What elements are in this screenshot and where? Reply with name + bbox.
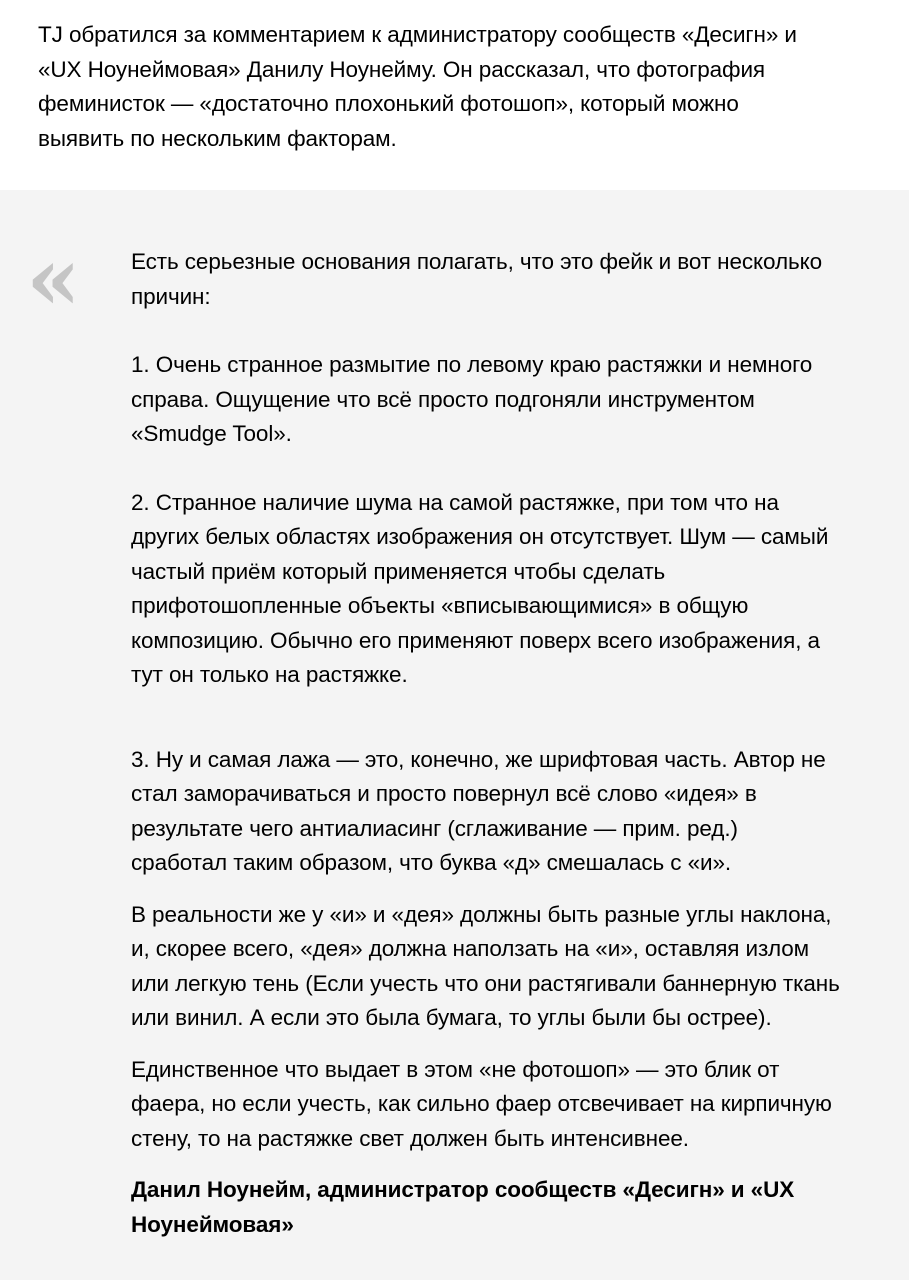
quote-paragraph-point-1: 1. Очень странное размытие по левому краю растяжки и немного справа. Ощущение что всё просто подгоняли инструментом «Smudge Tool».: [131, 352, 813, 446]
quote-mark-icon: «: [26, 226, 81, 330]
quote-paragraph-point-2: 2. Странное наличие шума на самой растяжке, при том что на других белых областях изображения он отсутствует. Шум — самый частый приём который применяется чтобы сделать прифотошопленные объекты «вписывающимися» в общую композицию. Обычно его применяют поверх всего изображения, а тут он только на растяжке.: [131, 489, 829, 687]
quote-body: [131, 245, 891, 1242]
intro-paragraph: TJ обратился за комментарием к администратору сообществ «Десигн» и «UX Ноунеймовая» Данилу Ноунейму. Он рассказал, что фотография феминисток — «достаточно плохонький фотошоп», который можно выявить по нескольким факторам.: [38, 22, 797, 151]
quote-paragraph-point-3: 3. Ну и самая лажа — это, конечно, же шрифтовая часть. Автор не стал заморачиваться и просто повернул всё слово «идея» в результате чего антиалиасинг (сглаживание — прим. ред.) сработал таким образом, что буква «д» смешалась с «и».: [131, 746, 826, 875]
quote-paragraph-conclusion: Единственное что выдает в этом «не фотошоп» — это блик от фаера, но если учесть, как сильно фаер отсвечивает на кирпичную стену, то на растяжке свет должен быть интенсивнее.: [131, 1056, 832, 1151]
quote-paragraph-reality: В реальности же у «и» и «дея» должны быть разные углы наклона, и, скорее всего, «дея» должна наползать на «и», оставляя излом или легкую тень (Если учесть что они растягивали баннерную ткань или винил. А если это была бумага, то углы были бы острее).: [131, 901, 840, 1030]
quote-paragraph-intro: Есть серьезные основания полагать, что это фейк и вот несколько причин:: [131, 249, 823, 309]
quote-author: Данил Ноунейм, администратор сообществ «Десигн» и «UX Ноунеймовая»: [131, 1177, 795, 1237]
